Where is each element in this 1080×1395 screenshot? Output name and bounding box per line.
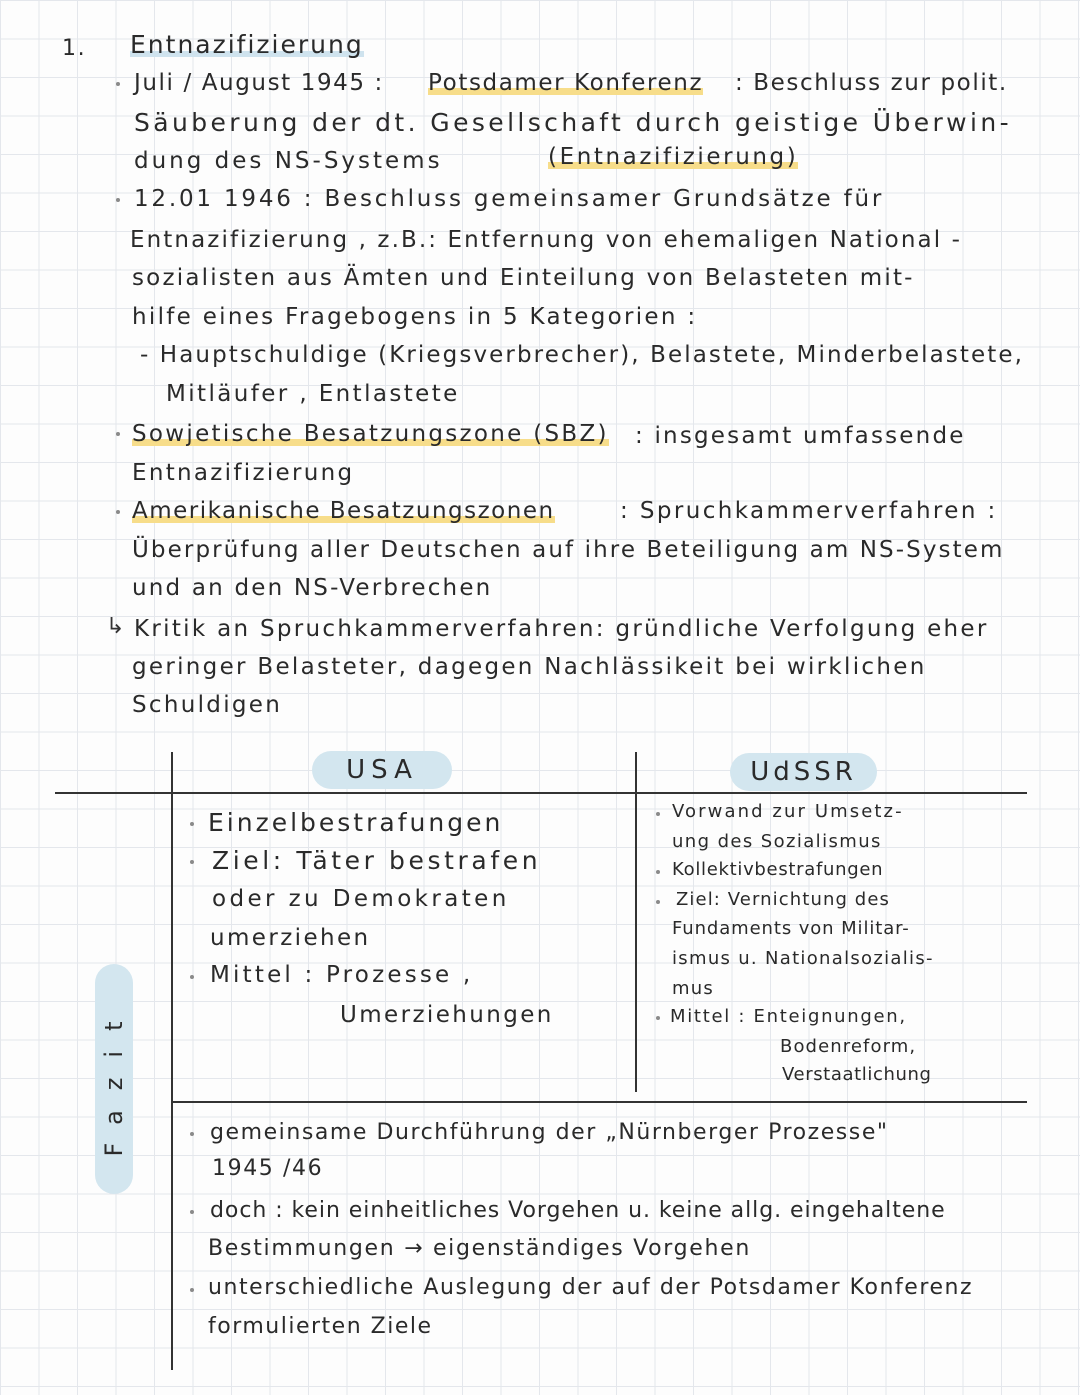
text-line: 12.01 1946 : Beschluss gemeinsamer Grundsätze für <box>134 186 885 212</box>
bullet <box>656 812 660 816</box>
fazit-text: gemeinsame Durchführung der „Nürnberger Prozesse" <box>210 1120 889 1145</box>
highlight-term: (Entnazifizierung) <box>548 144 799 170</box>
text-line: : Beschluss zur polit. <box>735 70 1008 96</box>
udssr-text: Ziel: Vernichtung des <box>676 889 890 910</box>
udssr-text: Vorwand zur Umsetz- <box>672 801 904 822</box>
text-line: Kritik an Spruchkammerverfahren: gründliche Verfolgung eher <box>134 616 989 642</box>
category-list: - Hauptschuldige (Kriegsverbrecher), Belastete, Minderbelastete, <box>140 342 1025 368</box>
usa-text: Ziel: Täter bestrafen <box>212 846 542 875</box>
table-divider <box>171 1101 1027 1103</box>
category-list: Mitläufer , Entlastete <box>166 381 460 407</box>
fazit-text: 1945 /46 <box>212 1156 324 1181</box>
udssr-header: UdSSR <box>730 753 877 791</box>
fazit-text: doch : kein einheitliches Vorgehen u. keine allg. eingehaltene <box>210 1198 946 1223</box>
usa-text: Mittel : Prozesse , <box>210 962 474 988</box>
text-line: Schuldigen <box>132 692 283 718</box>
table-divider <box>55 792 1027 794</box>
fazit-text: formulierten Ziele <box>208 1314 433 1339</box>
usa-text: Umerziehungen <box>340 1002 554 1028</box>
udssr-text: Verstaatlichung <box>782 1064 932 1085</box>
usa-text: oder zu Demokraten <box>212 886 510 912</box>
udssr-text: ismus u. Nationalsozialis- <box>672 948 934 969</box>
text-line: : insgesamt umfassende <box>635 423 966 449</box>
bullet <box>190 822 194 826</box>
text-line: Juli / August 1945 : <box>134 70 384 96</box>
fazit-label <box>95 964 133 1194</box>
udssr-text: Bodenreform, <box>780 1036 917 1057</box>
highlight-term: Sowjetische Besatzungszone (SBZ) <box>132 421 609 447</box>
usa-text: Einzelbestrafungen <box>208 808 504 837</box>
bullet <box>190 1288 194 1292</box>
bullet <box>116 432 120 436</box>
fazit-text: Bestimmungen → eigenständiges Vorgehen <box>208 1236 752 1261</box>
bullet <box>656 900 660 904</box>
section-title: Entnazifizierung <box>130 30 364 59</box>
text-line: Säuberung der dt. Gesellschaft durch geistige Überwin- <box>134 108 1013 137</box>
udssr-text: Mittel : Enteignungen, <box>670 1006 907 1027</box>
table-divider <box>635 752 637 1092</box>
bullet <box>656 870 660 874</box>
udssr-text: Fundaments von Militar- <box>672 918 910 939</box>
bullet <box>116 82 120 86</box>
fazit-text: unterschiedliche Auslegung der auf der Potsdamer Konferenz <box>208 1275 974 1300</box>
section-number: 1. <box>62 36 87 61</box>
highlight-term: Potsdamer Konferenz <box>428 70 704 96</box>
usa-text: umerziehen <box>210 925 371 951</box>
text-line: Überprüfung aller Deutschen auf ihre Beteiligung am NS-System <box>132 537 1005 563</box>
text-line: geringer Belasteter, dagegen Nachlässikeit bei wirklichen <box>132 654 927 680</box>
udssr-text: ung des Sozialismus <box>672 831 882 852</box>
bullet <box>190 860 194 864</box>
return-arrow-icon: ↳ <box>106 614 125 639</box>
text-line: und an den NS-Verbrechen <box>132 575 493 601</box>
text-line: : Spruchkammerverfahren : <box>620 498 998 524</box>
text-line: Entnazifizierung , z.B.: Entfernung von ehemaligen National - <box>130 227 963 253</box>
bullet <box>656 1016 660 1020</box>
table-divider <box>171 752 173 1370</box>
bullet <box>116 510 120 514</box>
text-line: Entnazifizierung <box>132 460 355 486</box>
udssr-text: Kollektivbestrafungen <box>672 859 884 880</box>
text-line: sozialisten aus Ämten und Einteilung von Belasteten mit- <box>132 265 915 291</box>
bullet <box>116 198 120 202</box>
text-line: hilfe eines Fragebogens in 5 Kategorien : <box>132 304 698 330</box>
highlight-term: Amerikanische Besatzungszonen <box>132 498 555 524</box>
usa-header: USA <box>312 751 452 789</box>
bullet <box>190 975 194 979</box>
bullet <box>190 1132 194 1136</box>
fazit-label-text: Fazit <box>100 1001 128 1157</box>
bullet <box>190 1210 194 1214</box>
text-line: dung des NS-Systems <box>134 148 443 174</box>
udssr-text: mus <box>672 978 714 999</box>
